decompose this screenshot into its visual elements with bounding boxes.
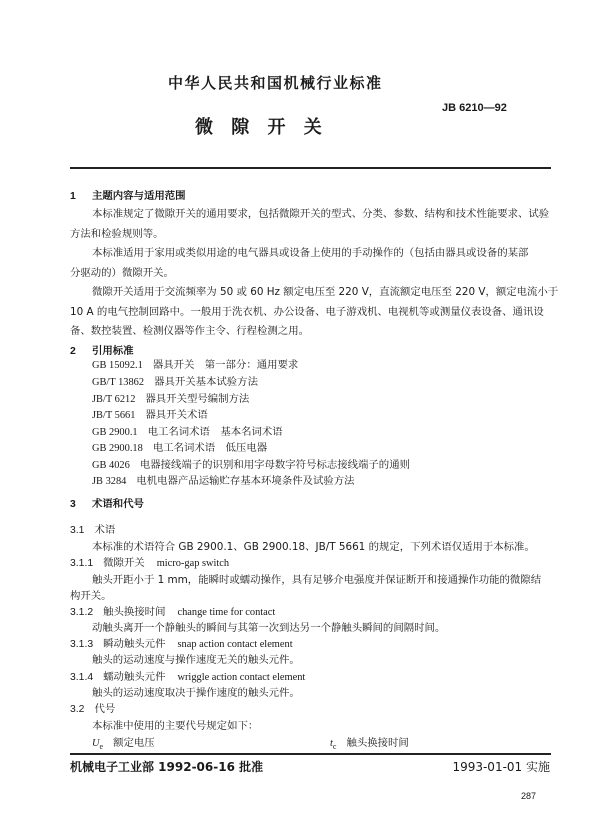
reference-code: GB 15092.1 bbox=[92, 360, 143, 371]
reference-code: GB 2900.1 bbox=[92, 427, 138, 438]
header-divider bbox=[70, 167, 551, 169]
subsection-number: 3.2 bbox=[70, 704, 85, 715]
reference-code: GB/T 13862 bbox=[92, 377, 145, 388]
reference-title: 器具开关型号编制方法 bbox=[145, 393, 250, 405]
paragraph-line: 动触头离开一个静触头的瞬间与其第一次到达另一个静触头瞬间的间隔时间。 bbox=[92, 622, 446, 634]
reference-code: JB 3284 bbox=[92, 476, 127, 487]
reference-item bbox=[92, 376, 258, 389]
paragraph-line: 本标准中使用的主要代号规定如下： bbox=[92, 720, 259, 732]
term-title: 蠕动触头元件 bbox=[103, 671, 166, 683]
reference-code: GB 2900.18 bbox=[92, 443, 143, 454]
section-number: 3 bbox=[70, 499, 76, 510]
paragraph-line: 微隙开关适用于交流频率为 50 或 60 Hz 额定电压至 220 V，直流额定电压至 220 V，额定电流小于 bbox=[92, 286, 559, 298]
term-english: snap action contact element bbox=[177, 639, 293, 650]
standard-code: JB 6210—92 bbox=[442, 102, 507, 114]
subsection-number: 3.1 bbox=[70, 525, 85, 536]
reference-title: 器具开关术语 bbox=[145, 409, 208, 421]
symbol-item bbox=[330, 737, 409, 753]
reference-item bbox=[92, 475, 355, 488]
symbol: t bbox=[330, 738, 333, 749]
subsection-number: 3.1.3 bbox=[70, 639, 94, 650]
page-title: 微 隙 开 关 bbox=[195, 117, 328, 138]
reference-item bbox=[92, 393, 249, 406]
subsection-title: 代号 bbox=[94, 703, 116, 715]
paragraph-line: 分驱动的）微隙开关。 bbox=[70, 267, 174, 279]
reference-title: 器具开关 第一部分：通用要求 bbox=[152, 359, 299, 371]
page-number: 287 bbox=[521, 791, 537, 801]
symbol-subscript: c bbox=[332, 742, 337, 752]
subsection-3-1-heading bbox=[70, 524, 115, 537]
reference-code: GB 4026 bbox=[92, 460, 130, 471]
term-english: change time for contact bbox=[177, 607, 276, 618]
term-title: 触头换接时间 bbox=[103, 606, 166, 618]
paragraph-line: 本标准的术语符合 GB 2900.1、GB 2900.18、JB/T 5661 的规定，下列术语仅适用于本标准。 bbox=[92, 541, 535, 553]
subsection-3-2-heading bbox=[70, 703, 115, 716]
reference-code: JB/T 5661 bbox=[92, 410, 136, 421]
effective-date: 1993-01-01 实施 bbox=[452, 760, 550, 774]
footer-divider bbox=[70, 753, 551, 755]
subsection-number: 3.1.1 bbox=[70, 558, 94, 569]
reference-item bbox=[92, 359, 298, 372]
reference-title: 电机电器产品运输贮存基本环境条件及试验方法 bbox=[136, 475, 355, 487]
approval-date: 机械电子工业部 1992-06-16 批准 bbox=[70, 760, 264, 774]
term-3-1-3 bbox=[70, 638, 293, 651]
reference-item bbox=[92, 426, 283, 439]
reference-code: JB/T 6212 bbox=[92, 394, 136, 405]
reference-item bbox=[92, 442, 267, 455]
issuer: 中华人民共和国机械行业标准 bbox=[168, 74, 383, 92]
paragraph-line: 构开关。 bbox=[70, 590, 112, 602]
symbol: U bbox=[92, 738, 100, 749]
paragraph-line: 本标准规定了微隙开关的通用要求，包括微隙开关的型式、分类、参数、结构和技术性能要求、试验 bbox=[92, 208, 550, 220]
subsection-number: 3.1.4 bbox=[70, 672, 94, 683]
reference-item bbox=[92, 459, 410, 472]
term-3-1-4 bbox=[70, 671, 305, 684]
paragraph-line: 10 A 的电气控制回路中。一般用于洗衣机、办公设备、电子游戏机、电视机等或测量仪表设备、通讯设 bbox=[70, 306, 544, 318]
symbol-meaning: 额定电压 bbox=[113, 737, 155, 749]
reference-item bbox=[92, 409, 208, 422]
paragraph-line: 触头开距小于 1 mm，能瞬时或蠕动操作，具有足够介电强度并保证断开和接通操作功能的微隙结 bbox=[92, 574, 542, 586]
paragraph-line: 触头的运动速度取决于操作速度的触头元件。 bbox=[92, 687, 300, 699]
term-title: 微隙开关 bbox=[103, 557, 145, 569]
term-3-1-1 bbox=[70, 557, 229, 570]
symbol-meaning: 触头换接时间 bbox=[346, 737, 409, 749]
section-3-heading bbox=[70, 498, 144, 511]
term-english: wriggle action contact element bbox=[177, 672, 306, 683]
term-3-1-2 bbox=[70, 606, 275, 619]
subsection-title: 术语 bbox=[94, 524, 116, 536]
section-2-heading bbox=[70, 345, 134, 358]
term-english: micro-gap switch bbox=[156, 558, 230, 569]
symbol-subscript: e bbox=[99, 742, 104, 752]
section-1-heading bbox=[70, 190, 186, 203]
paragraph-line: 备、数控装置、检测仪器等作主令、行程检测之用。 bbox=[70, 325, 309, 337]
section-title: 引用标准 bbox=[92, 345, 134, 357]
reference-title: 器具开关基本试验方法 bbox=[154, 376, 258, 388]
section-title: 主题内容与适用范围 bbox=[92, 190, 186, 202]
reference-title: 电器接线端子的识别和用字母数字符号标志接线端子的通则 bbox=[139, 459, 410, 471]
reference-title: 电工名词术语 基本名词术语 bbox=[147, 426, 283, 438]
section-number: 2 bbox=[70, 346, 76, 357]
section-number: 1 bbox=[70, 191, 76, 202]
symbol-item bbox=[92, 737, 155, 753]
paragraph-line: 方法和检验规则等。 bbox=[70, 228, 164, 240]
reference-title: 电工名词术语 低压电器 bbox=[152, 442, 268, 454]
section-title: 术语和代号 bbox=[92, 498, 144, 510]
paragraph-line: 本标准适用于家用或类似用途的电气器具或设备上使用的手动操作的（包括由器具或设备的某部 bbox=[92, 247, 529, 259]
subsection-number: 3.1.2 bbox=[70, 607, 94, 618]
term-title: 瞬动触头元件 bbox=[103, 638, 166, 650]
paragraph-line: 触头的运动速度与操作速度无关的触头元件。 bbox=[92, 654, 300, 666]
